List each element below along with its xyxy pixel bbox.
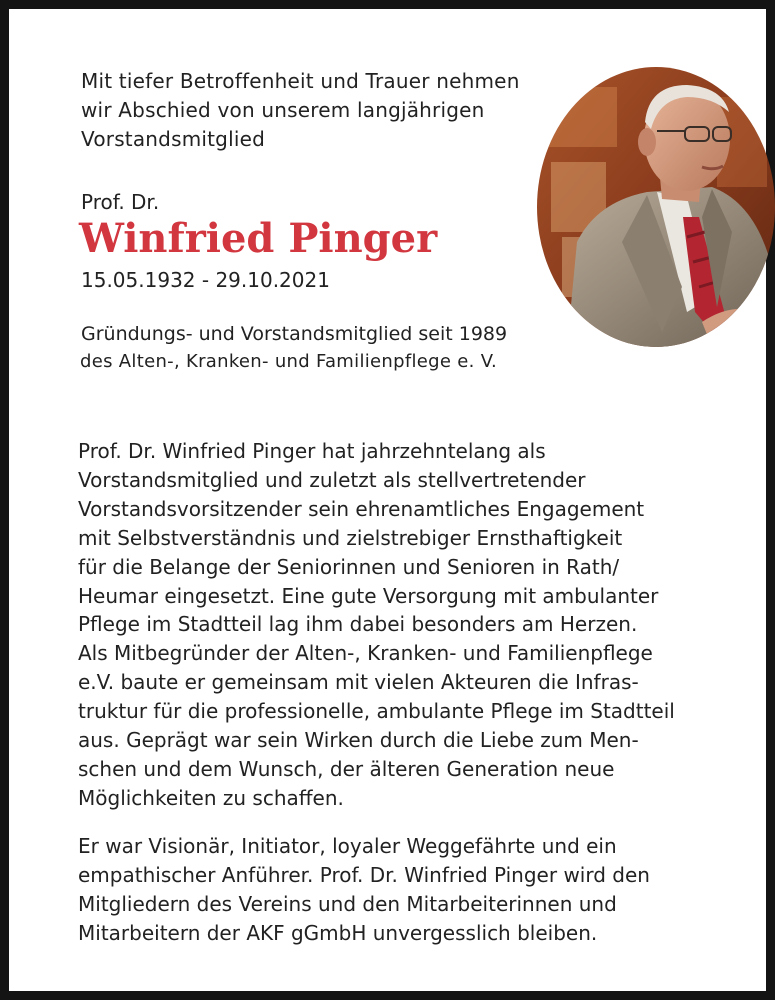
text-line: e.V. baute er gemeinsam mit vielen Akteuren die Infras- <box>78 670 639 695</box>
academic-title: Prof. Dr. <box>81 190 160 214</box>
intro-line: wir Abschied von unserem langjährigen <box>81 98 485 122</box>
text-line: Vorstandsvorsitzender sein ehrenamtliches Engagement <box>78 496 645 521</box>
intro-line: Mit tiefer Betroffenheit und Trauer nehmen <box>81 69 520 93</box>
membership-line: Gründungs- und Vorstandsmitglied seit 1989 <box>81 323 508 345</box>
text-line: truktur für die professionelle, ambulante Pflege im Stadtteil <box>78 699 675 724</box>
portrait-illustration <box>537 67 775 347</box>
eulogy-text <box>78 437 675 947</box>
membership-info <box>81 320 507 376</box>
life-dates: 15.05.1932 - 29.10.2021 <box>81 268 330 292</box>
text-line: Er war Visionär, Initiator, loyaler Weggefährte und ein <box>78 833 617 858</box>
text-line: schen und dem Wunsch, der älteren Generation neue <box>78 756 615 781</box>
text-line: aus. Geprägt war sein Wirken durch die Liebe zum Men- <box>78 728 639 753</box>
portrait-photo <box>537 67 775 347</box>
text-line: für die Belange der Seniorinnen und Senioren in Rath/ <box>78 554 620 579</box>
text-line: mit Selbstverständnis und zielstrebiger Ernsthaftigkeit <box>78 525 623 550</box>
intro-line: Vorstandsmitglied <box>81 127 265 151</box>
paragraph <box>78 832 675 948</box>
text-line: Pflege im Stadtteil lag ihm dabei besonders am Herzen. <box>78 612 638 637</box>
text-line: Prof. Dr. Winfried Pinger hat jahrzehntelang als <box>78 439 546 463</box>
text-line: Heumar eingesetzt. Eine gute Versorgung mit ambulanter <box>78 583 659 608</box>
deceased-name: Winfried Pinger <box>79 215 438 262</box>
text-line: Vorstandsmitglied und zuletzt als stellvertretender <box>78 467 586 492</box>
paragraph <box>78 437 675 813</box>
membership-line: des Alten-, Kranken- und Familienpflege e. V. <box>80 351 498 372</box>
text-line: Mitarbeitern der AKF gGmbH unvergesslich bleiben. <box>78 920 598 945</box>
text-line: empathischer Anführer. Prof. Dr. Winfried Pinger wird den <box>78 862 650 887</box>
text-line: Möglichkeiten zu schaffen. <box>78 785 344 810</box>
text-line: Mitgliedern des Vereins und den Mitarbeiterinnen und <box>78 891 617 916</box>
intro-text <box>81 67 520 154</box>
text-line: Als Mitbegründer der Alten-, Kranken- und Familienpflege <box>78 641 653 666</box>
